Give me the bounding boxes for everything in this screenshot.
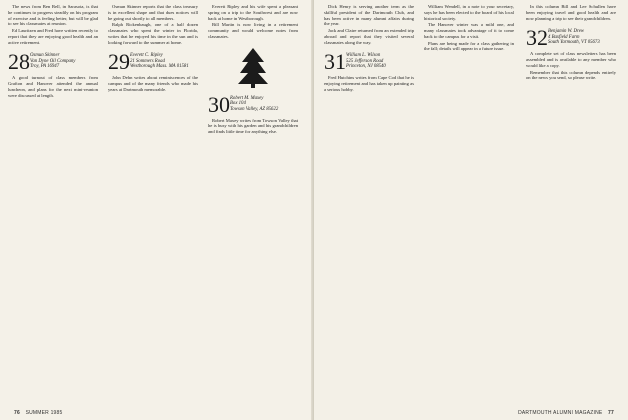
column-paragraph: Everett Ripley and his wife spent a pleasant spring on a trip to the Southwest and are now back at home in Westborough. xyxy=(208,4,298,21)
class-secretary: William L. Wilson 525 Jefferson Road Princeton, NJ 08540 xyxy=(346,53,386,70)
column-paragraph: Robert Maxey writes from Towson Valley that he is busy with his garden and his grandchildren and finds little time for anything else. xyxy=(208,117,298,134)
class-year: 30 xyxy=(208,91,230,117)
class-secretary: Everett C. Ripley 21 Sommers Road Westborough Mass. MA 01581 xyxy=(130,53,189,70)
column-1 xyxy=(8,4,98,99)
right-page xyxy=(314,0,628,420)
column-paragraph: Osmun Skinner reports that the class treasury is in excellent shape and that dues notices will be going out shortly to all members. xyxy=(108,4,198,21)
class-heading xyxy=(108,49,198,75)
class-year: 32 xyxy=(526,25,548,51)
column-paragraph: Ralph Rickenbaugh, one of a half dozen classmates who spent the winter in Florida, writes that he enjoyed his time in the sun and is looking forward to the summer at home. xyxy=(108,22,198,45)
column-paragraph: Fred Hutchins writes from Cape Cod that he is enjoying retirement and has taken up painting as a serious hobby. xyxy=(324,75,414,92)
column-paragraph: A complete set of class newsletters has been assembled and is available to any member who would like a copy. xyxy=(526,51,616,68)
pine-tree-icon xyxy=(238,48,268,88)
class-secretary: Osmun Skinner Van Dyne Oil Company Troy, PA 16947 xyxy=(30,53,76,70)
column-3 xyxy=(208,4,298,136)
column-paragraph: Bill Martin is now living in a retirement community and would welcome notes from classmates. xyxy=(208,22,298,39)
class-year: 28 xyxy=(8,49,30,75)
column-4 xyxy=(324,4,414,94)
page-footer xyxy=(518,410,614,416)
column-paragraph: William Wendell, in a note to your secretary, says he has been elected to the board of his local historical society. xyxy=(424,4,514,21)
column-paragraph: John Dehn writes about reminiscences of the campus and of the many friends who made his years at Dartmouth memorable. xyxy=(108,75,198,92)
column-5 xyxy=(424,4,514,53)
column-paragraph: The Hanover winter was a mild one, and many classmates took advantage of it to come back to the campus for a visit. xyxy=(424,22,514,39)
class-heading xyxy=(8,49,98,75)
class-year: 29 xyxy=(108,49,130,75)
column-paragraph: The news from Ben Bell, in Sarasota, is that he continues to progress steadily on his program of exercise and is feeling better, but will be glad to see his classmates at reunion. xyxy=(8,4,98,27)
class-heading xyxy=(324,49,414,75)
class-heading xyxy=(526,25,616,51)
page-footer xyxy=(14,410,63,416)
page-number: 76 xyxy=(14,410,20,416)
column-6 xyxy=(526,4,616,82)
page-number: 77 xyxy=(608,410,614,416)
column-paragraph: Remember that this column depends entirely on the news you send, so please write. xyxy=(526,69,616,81)
column-paragraph: Plans are being made for a class gathering in the fall; details will appear in a future issue. xyxy=(424,40,514,52)
magazine-title: DARTMOUTH ALUMNI MAGAZINE xyxy=(518,410,603,416)
column-paragraph: Jack and Claire returned from an extended trip abroad and report that they visited several classmates along the way. xyxy=(324,28,414,45)
class-secretary: Benjamin W. Drew 4 Baxfield Farm South Yarmouth, VT 05673 xyxy=(548,29,600,46)
issue-label: SUMMER 1985 xyxy=(25,410,63,416)
column-paragraph: Ed Lauritzen and Fred have written recently to report that they are enjoying good health and an active retirement. xyxy=(8,28,98,45)
class-secretary: Robert M. Maxey Box 104 Towson Valley, AZ 85622 xyxy=(230,95,279,112)
column-2 xyxy=(108,4,198,94)
class-heading xyxy=(208,91,298,117)
column-paragraph: Dick Henry is serving another term as the skillful president of the Dartmouth Club, and has been active in many alumni affairs during the year. xyxy=(324,4,414,27)
class-year: 31 xyxy=(324,49,346,75)
column-paragraph: A good turnout of class members from Grafton and Hanover attended the annual luncheon, and plans for the next mini-reunion were discussed at length. xyxy=(8,75,98,98)
column-paragraph: In this column Bill and Lee Schullen have been enjoying travel and good health and are now planning a trip to see their grandchildren. xyxy=(526,4,616,21)
